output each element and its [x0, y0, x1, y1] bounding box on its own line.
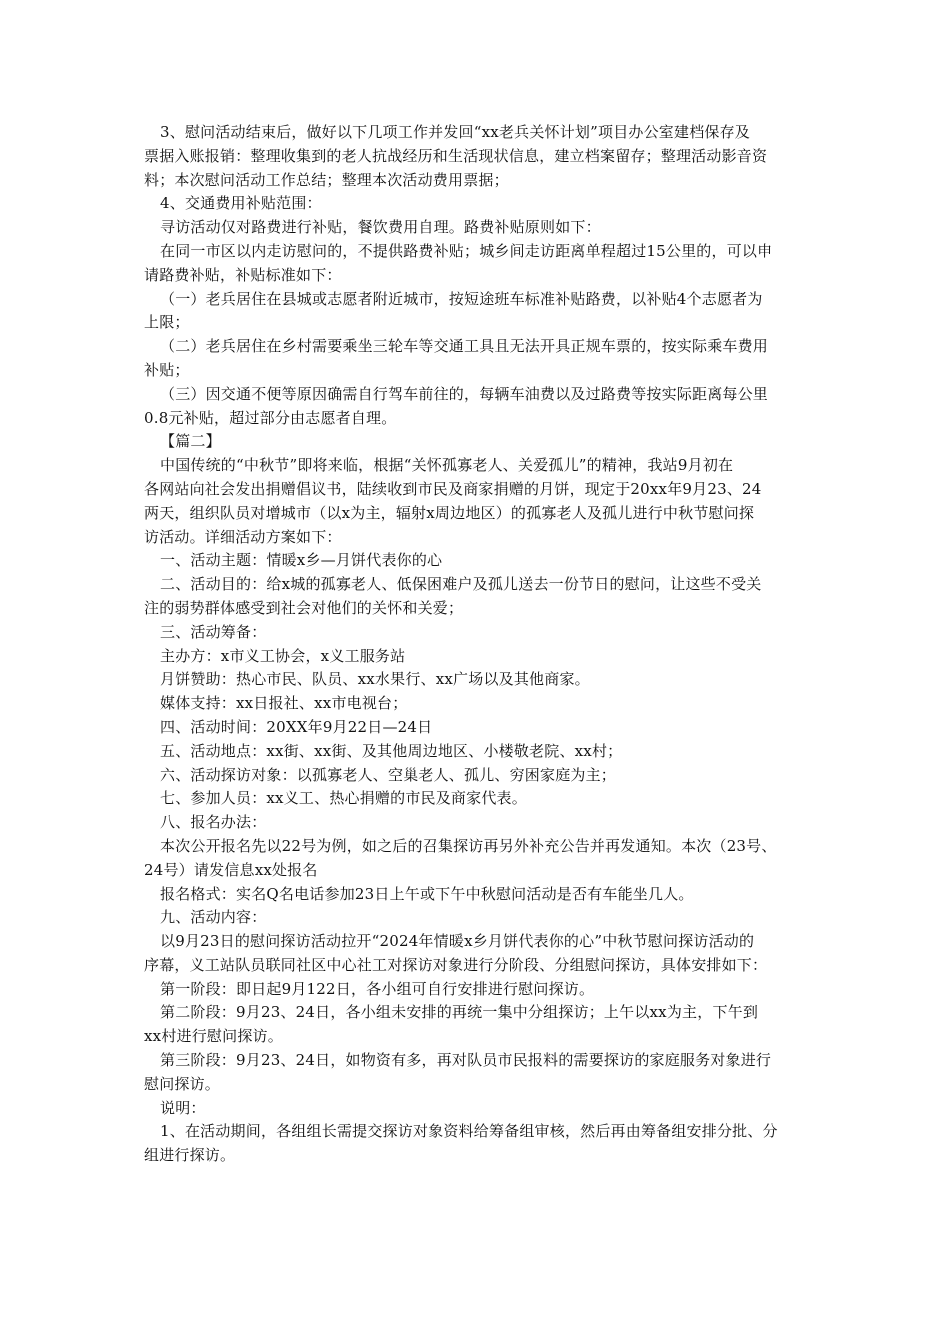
- text-line: （三）因交通不便等原因确需自行驾车前往的，每辆车油费以及过路费等按实际距离每公里: [160, 384, 769, 403]
- text-line: （二）老兵居住在乡村需要乘坐三轮车等交通工具且无法开具正规车票的，按实际乘车费用: [160, 337, 769, 356]
- text-line: 序幕，义工站队员联同社区中心社工对探访对象进行分阶段、分组慰问探访，具体安排如下：: [144, 955, 768, 974]
- text-line: 本次公开报名先以22号为例，如之后的召集探访再另外补充公告并再发通知。本次（23号、: [160, 836, 777, 855]
- text-line: 八、报名办法：: [160, 813, 267, 832]
- text-line: 九、活动内容：: [160, 908, 267, 927]
- text-line: 第二阶段：9月23、24日，各小组未安排的再统一集中分组探访；上午以xx为主，下午到: [160, 1003, 759, 1022]
- text-line: 第一阶段：即日起9月122日，各小组可自行安排进行慰问探访。: [160, 979, 595, 998]
- text-line: 组进行探访。: [144, 1146, 236, 1165]
- text-line: 一、活动主题：情暖x乡—月饼代表你的心: [160, 551, 443, 570]
- text-line: 票据入账报销：整理收集到的老人抗战经历和生活现状信息，建立档案留存；整理活动影音资: [144, 146, 768, 165]
- text-line: 请路费补贴，补贴标准如下：: [144, 265, 342, 284]
- text-line: 媒体支持：xx日报社、xx市电视台；: [160, 694, 408, 713]
- text-line: 24号）请发信息xx处报名: [144, 860, 318, 879]
- text-line: 慰问探访。: [144, 1074, 221, 1093]
- text-line: 说明：: [160, 1098, 206, 1117]
- text-line: 访活动。详细活动方案如下：: [144, 527, 342, 546]
- text-line: 三、活动筹备：: [160, 622, 267, 641]
- text-line: 在同一市区以内走访慰问的，不提供路费补贴；城乡间走访距离单程超过15公里的，可以申: [160, 241, 773, 260]
- text-line: 各网站向社会发出捐赠倡议书，陆续收到市民及商家捐赠的月饼，现定于20xx年9月23、24: [144, 479, 762, 498]
- text-line: 五、活动地点：xx街、xx街、及其他周边地区、小楼敬老院、xx村；: [160, 741, 623, 760]
- text-line: 第三阶段：9月23、24日，如物资有多，再对队员市民报料的需要探访的家庭服务对象进行: [160, 1051, 772, 1070]
- text-line: 【篇二】: [160, 432, 221, 451]
- text-line: 上限；: [144, 313, 190, 332]
- text-line: 主办方：x市义工协会，x义工服务站: [160, 646, 406, 665]
- text-line: 六、活动探访对象：以孤寡老人、空巢老人、孤儿、穷困家庭为主；: [160, 765, 617, 784]
- text-line: 中国传统的“中秋节”即将来临，根据“关怀孤寡老人、关爱孤儿”的精神，我站9月初在: [160, 456, 734, 475]
- text-line: 补贴；: [144, 360, 190, 379]
- text-line: 料；本次慰问活动工作总结；整理本次活动费用票据；: [144, 170, 509, 189]
- text-line: 0.8元补贴，超过部分由志愿者自理。: [144, 408, 397, 427]
- text-line: 4、交通费用补贴范围：: [160, 194, 322, 213]
- text-line: 七、参加人员：xx义工、热心捐赠的市民及商家代表。: [160, 789, 527, 808]
- text-line: 二、活动目的：给x城的孤寡老人、低保困难户及孤儿送去一份节日的慰问，让这些不受关: [160, 575, 762, 594]
- text-line: 寻访活动仅对路费进行补贴，餐饮费用自理。路费补贴原则如下：: [160, 218, 601, 237]
- document-body: [144, 121, 812, 1168]
- text-line: 以9月23日的慰问探访活动拉开“2024年情暖x乡月饼代表你的心”中秋节慰问探访活动的: [160, 932, 755, 951]
- text-line: 两天，组织队员对增城市（以x为主，辐射x周边地区）的孤寡老人及孤儿进行中秋节慰问探: [144, 503, 755, 522]
- text-line: （一）老兵居住在县城或志愿者附近城市，按短途班车标准补贴路费，以补贴4个志愿者为: [160, 289, 763, 308]
- text-line: 月饼赞助：热心市民、队员、xx水果行、xx广场以及其他商家。: [160, 670, 590, 689]
- text-line: 注的弱势群体感受到社会对他们的关怀和关爱；: [144, 598, 464, 617]
- text-line: 3、慰问活动结束后，做好以下几项工作并发回“xx老兵关怀计划”项目办公室建档保存及: [160, 123, 751, 141]
- text-line: 报名格式：实名Q名电话参加23日上午或下午中秋慰问活动是否有车能坐几人。: [160, 884, 694, 903]
- text-line: xx村进行慰问探访。: [144, 1027, 283, 1046]
- text-line: 四、活动时间：20XX年9月22日—24日: [160, 717, 433, 736]
- text-line: 1、在活动期间，各组组长需提交探访对象资料给筹备组审核，然后再由筹备组安排分批、分: [160, 1122, 778, 1141]
